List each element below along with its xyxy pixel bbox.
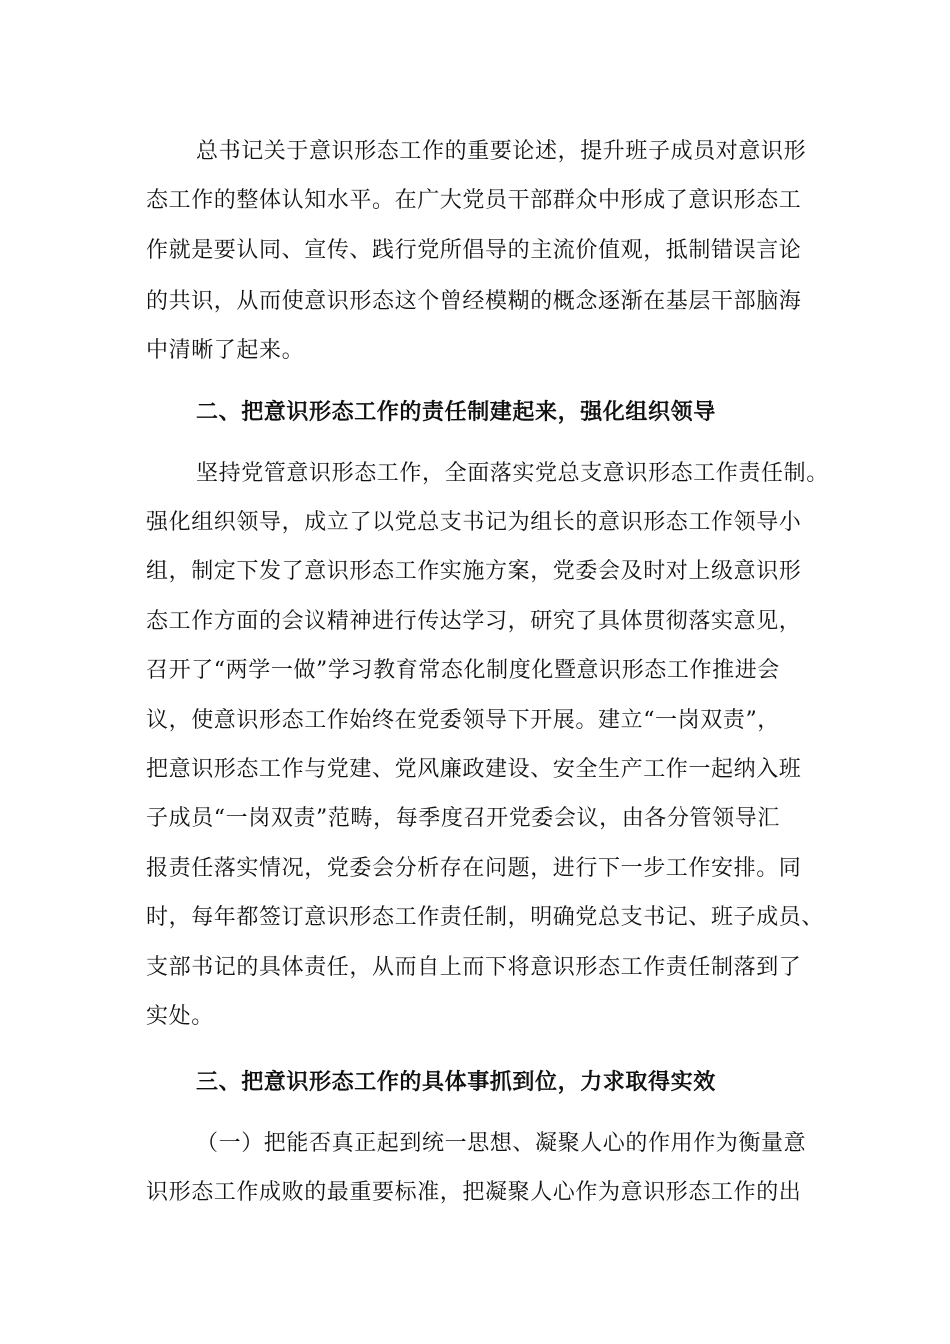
paragraph-line: 支部书记的具体责任，从而自上而下将意识形态工作责任制落到了 (146, 955, 802, 980)
paragraph-line: 子成员“一岗双责”范畴，每季度召开党委会议，由各分管领导汇 (146, 806, 780, 831)
paragraph-line: 中清晰了起来。 (146, 338, 305, 363)
paragraph-line: 态工作方面的会议精神进行传达学习，研究了具体贯彻落实意见， (146, 609, 802, 634)
paragraph-line: 报责任落实情况，党委会分析存在问题，进行下一步工作安排。同 (146, 856, 802, 881)
paragraph-line: 实处。 (146, 1004, 214, 1029)
paragraph-line: 总书记关于意识形态工作的重要论述，提升班子成员对意识形 (196, 139, 807, 164)
section-heading-3: 三、把意识形态工作的具体事抓到位，力求取得实效 (196, 1069, 716, 1095)
paragraph-line: 召开了“两学一做”学习教育常态化制度化暨意识形态工作推进会 (146, 658, 780, 683)
paragraph-line: 议，使意识形态工作始终在党委领导下开展。建立“一岗双责”， (146, 708, 780, 733)
paragraph-line: 把意识形态工作与党建、党风廉政建设、安全生产工作一起纳入班 (146, 757, 802, 782)
paragraph-line: 强化组织领导，成立了以党总支书记为组长的意识形态工作领导小 (146, 510, 802, 535)
paragraph-line: 时，每年都签订意识形态工作责任制，明确党总支书记、班子成员、 (146, 905, 825, 930)
paragraph-line: 组，制定下发了意识形态工作实施方案，党委会及时对上级意识形 (146, 559, 802, 584)
paragraph-line: 坚持党管意识形态工作，全面落实党总支意识形态工作责任制。 (196, 461, 829, 486)
paragraph-line: （一）把能否真正起到统一思想、凝聚人心的作用作为衡量意 (196, 1131, 807, 1156)
paragraph-line: 作就是要认同、宣传、践行党所倡导的主流价值观，抵制错误言论 (146, 238, 802, 263)
section-heading-2: 二、把意识形态工作的责任制建起来，强化组织领导 (196, 399, 716, 425)
paragraph-line: 的共识，从而使意识形态这个曾经模糊的概念逐渐在基层干部脑海 (146, 289, 802, 314)
paragraph-line: 态工作的整体认知水平。在广大党员干部群众中形成了意识形态工 (146, 188, 802, 213)
paragraph-line: 识形态工作成败的最重要标准，把凝聚人心作为意识形态工作的出 (146, 1180, 802, 1205)
